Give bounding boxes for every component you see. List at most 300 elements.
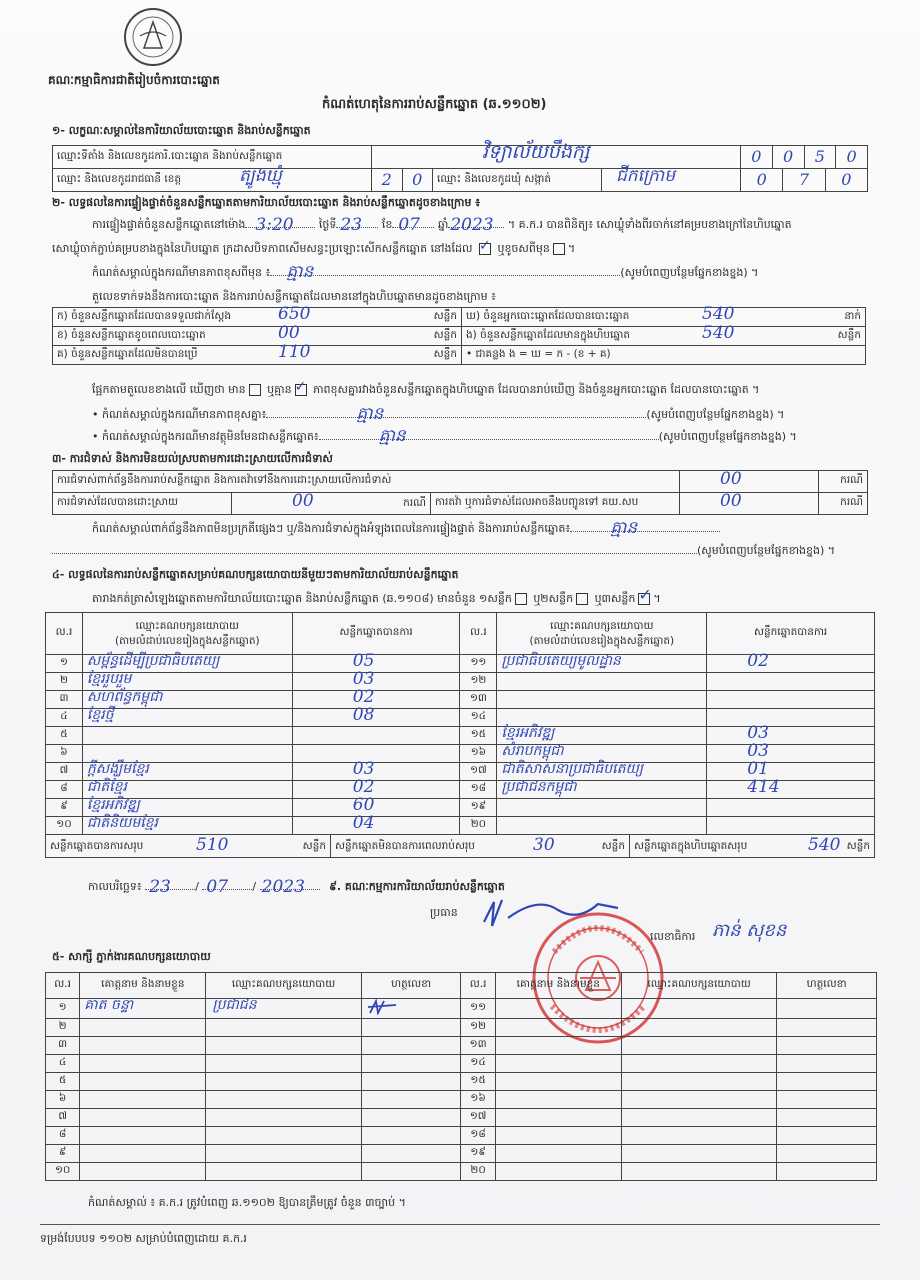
valid-total-label: សន្លឹកឆ្នោតបានការសរុប — [50, 840, 144, 852]
date-year-field — [260, 877, 320, 897]
party-no: ៦ — [46, 745, 83, 763]
witness-name-cell — [495, 1163, 621, 1181]
appeal-value-cell — [680, 493, 819, 515]
party-votes-cell — [707, 651, 875, 673]
commune-code-cell — [741, 169, 868, 192]
party-name: ជាតិសាសនាប្រជាធិបតេយ្យ — [501, 761, 644, 777]
witness-name-cell — [80, 1109, 206, 1127]
note1-field — [270, 262, 620, 282]
commune-code-digit: 0 — [756, 170, 767, 189]
two-sheets-label: ឬ២សន្លឹក — [533, 592, 574, 605]
objection-value: 00 — [720, 469, 742, 489]
witness-name-cell — [80, 1073, 206, 1091]
location-label: ឈ្មោះទីតាំង និងលេខកូដការិ.បោះឆ្នោត និងរាប់សន្លឹកឆ្នោត — [53, 146, 372, 169]
objection-note-field — [570, 518, 720, 538]
organization-name: គណៈកម្មាធិការជាតិរៀបចំការបោះឆ្នោត — [48, 73, 220, 87]
witness-no: ១៨ — [461, 1127, 495, 1145]
figure-row — [53, 346, 866, 365]
witness-party-cell — [621, 1073, 776, 1091]
witness-sign-cell — [361, 1037, 461, 1055]
province-cell — [53, 166, 372, 192]
witness-sign-cell — [777, 1055, 877, 1073]
location-value-cell — [372, 141, 741, 169]
witness-name-cell — [80, 1145, 206, 1163]
party-votes-cell — [292, 687, 460, 709]
witness-sign-cell — [777, 1037, 877, 1055]
note2-suffix: (សូមបំពេញបន្ថែមផ្នែកខាងខ្នង) ។ — [646, 408, 785, 421]
table-row — [46, 1145, 877, 1163]
seal-text: សោឃ្លុំចាក់ភ្ជាប់គម្របខាងក្នុងនៃហិបឆ្នោត ក្រដាសបិទភាពសើមសន្ធះប្រឡោះសើកសន្លឹកឆ្នោត នៅងដែល — [52, 242, 473, 255]
totals-row — [46, 835, 875, 858]
party-name: ខ្មែរអភិវឌ្ឍ — [86, 797, 140, 813]
party-name: សម្ព័ន្ធដើម្បីប្រជាធិបតេយ្យ — [86, 653, 220, 669]
day-label: ថ្ងៃទី — [318, 218, 337, 231]
party-no: ១៦ — [460, 745, 497, 763]
party-votes: 03 — [352, 759, 375, 779]
invalid-total-unit: សន្លឹក — [601, 840, 625, 852]
objection-note-line2 — [52, 544, 835, 560]
tally-intro-end: ។ — [653, 592, 661, 605]
note3-label: • កំណត់សម្គាល់ក្នុងករណីមានវត្ថុមិនមែនជាសន្លឹកឆ្នោត៖ — [92, 430, 319, 443]
box-total-label: សន្លឹកឆ្នោតក្នុងហិបឆ្នោតសរុប — [634, 840, 748, 852]
witness-party-cell — [621, 1037, 776, 1055]
witness-party-cell — [621, 1145, 776, 1163]
party-votes: 02 — [747, 651, 769, 671]
witness-name-cell — [80, 1091, 206, 1109]
none-label: ឬគ្មាន — [267, 383, 292, 396]
witness-no: ៤ — [46, 1055, 80, 1073]
chair-label: ប្រធាន — [430, 906, 458, 919]
witness-party-cell — [206, 1091, 361, 1109]
objection-label: ការជំទាស់ពាក់ព័ន្ធនឹងការរាប់សន្លឹកឆ្នោត និងការតវ៉ាទៅនឹងការដោះស្រាយលើការជំទាស់ — [53, 471, 680, 493]
objection-note-value: គ្មាន — [610, 518, 638, 538]
witness-sign-cell — [777, 1145, 877, 1163]
valid-total-unit: សន្លឹក — [302, 840, 326, 852]
witness-party-cell — [621, 1127, 776, 1145]
table-row — [46, 1055, 877, 1073]
table-row — [46, 781, 875, 799]
witness-col-sign: ហត្ថលេខា — [361, 973, 461, 999]
verification-text: ។ គ.ក.រ បានពិនិត្យ៖ សោឃ្លុំទាំងពីរចាក់នៅគម្របខាងក្រៅនៃហិបឆ្នោត — [507, 218, 792, 231]
party-votes-cell — [707, 691, 875, 709]
document-title: កំណត់ហេតុនៃការរាប់សន្លឹកឆ្នោត (ឆ.១១០២) — [322, 97, 547, 112]
intact-checkbox[interactable]: ✓ — [478, 238, 491, 254]
party-votes-cell — [292, 651, 460, 673]
section-1-title: ១- លក្ខណៈសម្គាល់នៃការិយាល័យបោះឆ្នោត និងរាប់សន្លឹកឆ្នោត — [52, 124, 311, 137]
month-label: ខែ — [381, 218, 393, 231]
witness-sign-cell — [361, 1109, 461, 1127]
party-votes-cell — [707, 709, 875, 727]
party-no: ៩ — [46, 799, 83, 817]
note2-label: • កំណត់សម្គាល់ក្នុងករណីមានភាពខុសគ្នា៖ — [92, 408, 267, 421]
date-label: កាលបរិច្ឆេទ៖ — [88, 880, 142, 893]
witness-sign-cell — [361, 1055, 461, 1073]
party-votes-cell — [292, 813, 460, 835]
damaged-checkbox[interactable] — [553, 243, 565, 255]
figure-right-unit: នាក់ — [844, 310, 861, 322]
party-no: ១០ — [46, 817, 83, 835]
col-votes-header: សន្លឹកឆ្នោតបានការ — [292, 613, 460, 655]
party-votes: 08 — [352, 705, 375, 725]
verification-line — [92, 215, 792, 235]
witness-name-cell — [80, 999, 206, 1019]
witness-party-cell — [206, 1163, 361, 1181]
party-no: ២០ — [460, 817, 497, 835]
witness-sign-cell — [361, 1145, 461, 1163]
party-name-cell — [82, 817, 292, 835]
party-votes-cell — [292, 669, 460, 691]
witness-no: ១៣ — [461, 1037, 495, 1055]
party-no: ១៨ — [460, 781, 497, 799]
figure-left-cell — [53, 323, 462, 346]
party-votes-cell — [707, 723, 875, 745]
location-code-digit: 0 — [772, 146, 804, 168]
note2-field — [266, 404, 646, 424]
witness-name-cell — [80, 1127, 206, 1145]
commission-label: ៩. គណៈកម្មការការិយាល័យរាប់សន្លឹកឆ្នោត — [329, 880, 505, 893]
party-votes: 414 — [747, 777, 780, 797]
witness-name-cell — [495, 1019, 621, 1037]
secretary-name: ភាន់ សុខន — [712, 920, 787, 941]
party-no: ៣ — [46, 691, 83, 709]
party-votes-cell — [292, 745, 460, 763]
figure-left-unit: សន្លឹក — [433, 329, 457, 341]
note1-line — [92, 262, 759, 282]
figure-right-cell — [462, 304, 866, 327]
table-row — [46, 999, 877, 1019]
witness-party-cell — [621, 1163, 776, 1181]
witness-party-cell — [206, 1037, 361, 1055]
note3-value: គ្មាន — [378, 426, 406, 446]
date-line: កាលបរិច្ឆេទ៖ 23 / 07 / 2023 ៩. គណៈកម្មការការិយាល័យរាប់សន្លឹកឆ្នោត — [88, 877, 505, 897]
day-field — [336, 215, 378, 235]
figure-row — [53, 308, 866, 327]
figures-intro: តួលេខទាក់ទងនឹងការបោះឆ្នោត និងការរាប់សន្លឹកឆ្នោតដែលមាននៅក្នុងហិបឆ្នោតមានដូចខាងក្រោម ៖ — [92, 290, 496, 303]
party-name-cell — [82, 691, 292, 709]
witness-col-party: ឈ្មោះគណបក្សនយោបាយ — [206, 973, 361, 999]
witness-party-cell — [621, 1109, 776, 1127]
figure-row — [53, 327, 866, 346]
date-month-field — [202, 877, 252, 897]
witness-sign-cell — [777, 1073, 877, 1091]
figure-left-value: 650 — [278, 304, 311, 324]
objection-note-line — [92, 518, 720, 538]
figure-left-label: ក) ចំនួនសន្លឹកឆ្នោតដែលបានទទួលជាក់ស្តែង — [57, 309, 232, 322]
party-results-table — [45, 612, 875, 858]
objection-note-suffix: (សូមបំពេញបន្ថែមផ្នែកខាងខ្នង) ។ — [697, 544, 836, 557]
witness-no: ៩ — [46, 1145, 80, 1163]
party-name: ប្រជាជនកម្ពុជា — [501, 779, 577, 795]
table-row — [46, 1019, 877, 1037]
witness-name-cell — [495, 1055, 621, 1073]
witness-name-cell — [495, 1145, 621, 1163]
witness-no: ៨ — [46, 1127, 80, 1145]
table-row — [46, 1073, 877, 1091]
party-name-cell — [497, 655, 707, 673]
figures-table — [52, 304, 866, 365]
witness-no: ៣ — [46, 1037, 80, 1055]
witness-party-cell — [206, 1019, 361, 1037]
seal-line — [52, 238, 576, 258]
witness-col-name-2: គោត្តនាម និងនាមខ្លួន — [495, 973, 621, 999]
figure-right-unit: សន្លឹក — [837, 329, 861, 341]
party-votes: 02 — [352, 777, 375, 797]
party-votes-cell — [292, 759, 460, 781]
party-name-cell — [82, 727, 292, 745]
col-party-header-right — [497, 613, 707, 655]
province-label: ឈ្មោះ និងលេខកូដរាជធានី ខេត្ត — [57, 172, 182, 185]
resolved-unit: ករណី — [403, 497, 426, 509]
witness-sign-cell — [777, 1163, 877, 1181]
figure-right-cell — [462, 323, 866, 346]
year-label: ឆ្នាំ — [437, 218, 449, 231]
party-no: ១២ — [460, 673, 497, 691]
year-field — [448, 215, 504, 235]
witness-name-cell — [80, 1163, 206, 1181]
table-row — [46, 1109, 877, 1127]
one-sheet-checkbox[interactable] — [515, 593, 527, 605]
party-votes: 01 — [747, 759, 769, 779]
box-total-value: 540 — [808, 835, 841, 855]
invalid-total-label: សន្លឹកឆ្នោតមិនបានការពេលរាប់សរុប — [335, 840, 475, 852]
party-name-cell — [497, 817, 707, 835]
footer-divider — [40, 1224, 880, 1225]
note1-value: គ្មាន — [286, 262, 314, 282]
footer-note: កំណត់សម្គាល់ ៖ គ.ក.រ ត្រូវបំពេញ ឆ.១១០២ ឱ្យបានត្រឹមត្រូវ ចំនួន ៣ច្បាប់ ។ — [88, 1196, 406, 1209]
national-emblem-icon — [122, 6, 184, 68]
section-1-table — [52, 141, 868, 192]
three-sheets-checkbox[interactable]: ✓ — [638, 585, 652, 604]
witness-no: ១២ — [461, 1019, 495, 1037]
figure-left-cell — [53, 342, 462, 365]
col-votes-header-right: សន្លឹកឆ្នោតបានការ — [707, 613, 875, 655]
party-votes-cell — [707, 817, 875, 835]
col-party-header-2: (តាមលំដាប់លេខរៀងក្នុងសន្លឹកឆ្នោត) — [115, 634, 260, 647]
party-name: សំរាបកម្ពុជា — [501, 743, 564, 759]
witness-name-cell — [80, 1037, 206, 1055]
col-party-header-1: ឈ្មោះគណបក្សនយោបាយ — [135, 619, 240, 632]
figure-right-label: ឃ) ចំនួនអ្នកបោះឆ្នោតដែលបានបោះឆ្នោត — [466, 309, 630, 322]
note1-suffix: (សូមបំពេញបន្ថែមផ្នែកខាងខ្នង) ។ — [620, 266, 759, 279]
witness-col-no: ល.រ — [46, 973, 80, 999]
party-votes-cell — [707, 673, 875, 691]
box-total-unit: សន្លឹក — [846, 840, 870, 852]
province-code-digit: 0 — [402, 169, 433, 191]
valid-total-value: 510 — [196, 835, 229, 855]
objection-unit: ករណី — [819, 471, 868, 493]
tally-intro: តារាងកត់ត្រាសំឡេងឆ្នោតតាមការិយាល័យបោះឆ្នោត និងរាប់សន្លឹកឆ្នោត (ឆ.១១០៨) មានចំនួន ១សន្លឹក — [92, 592, 512, 605]
date-year: 2023 — [261, 877, 305, 897]
appeal-value: 00 — [720, 491, 742, 511]
col-no-header-2: ល.រ — [460, 613, 497, 655]
witness-party-cell — [206, 1145, 361, 1163]
resolved-value-cell — [232, 493, 431, 515]
witnesses-table — [45, 972, 877, 1181]
witness-no: ៥ — [46, 1073, 80, 1091]
figure-right-label: • ជាគន្លង ង = ឃ = ក - (ខ + គ) — [466, 347, 611, 360]
party-votes: 04 — [352, 813, 375, 833]
party-no: ១៤ — [460, 709, 497, 727]
col-party-header — [82, 613, 292, 655]
location-value: វិទ្យាល័យបឹងក្ស — [482, 141, 590, 163]
witness-sign-cell — [361, 1127, 461, 1145]
note3-line — [92, 426, 797, 446]
invalid-total-cell — [331, 835, 630, 857]
has-discrepancy-checkbox[interactable] — [249, 384, 261, 396]
appeal-unit: ករណី — [819, 493, 868, 515]
party-votes: 03 — [747, 741, 769, 761]
commune-value-cell — [602, 166, 741, 192]
figure-left-label: គ) ចំនួនសន្លឹកឆ្នោតដែលមិនបានប្រើ — [57, 347, 198, 360]
invalid-total-value: 30 — [533, 835, 555, 855]
table-row — [46, 1163, 877, 1181]
location-code-digit: 5 — [804, 146, 836, 168]
section-2-title: ២- លទ្ធផលនៃការផ្ទៀងផ្ទាត់ចំនួនសន្លឹកឆ្នោតតាមការិយាល័យបោះឆ្នោត និងរាប់សន្លឹកឆ្នោតដូចខាងក្រោម ៖ — [52, 196, 481, 209]
party-name-cell — [497, 691, 707, 709]
party-no: ១៥ — [460, 727, 497, 745]
col-no-header: ល.រ — [46, 613, 83, 655]
figure-left-cell — [53, 304, 462, 327]
secretary-label: លេខាធិការ — [650, 930, 696, 943]
party-name-cell — [497, 781, 707, 799]
witness-no: ៦ — [46, 1091, 80, 1109]
witness-name-cell — [495, 1109, 621, 1127]
objection-value-cell — [680, 471, 819, 493]
table-row — [46, 1091, 877, 1109]
damaged-label: ឬខូចសពីមុន — [497, 242, 550, 255]
witness-sign-cell — [361, 1019, 461, 1037]
objection-note-label: កំណត់សម្គាល់ពាក់ព័ន្ធនឹងភាពមិនប្រក្រតីផ្សេងៗ ឬ/និងការជំទាស់ក្នុងអំឡុងពេលនៃការផ្ទៀងផ្ទាត់ និងការរាប់សន្លឹកឆ្នោត៖ — [92, 522, 571, 535]
witness-col-sign-2: ហត្ថលេខា — [777, 973, 877, 999]
witness-sign-cell — [777, 1019, 877, 1037]
tally-intro-line — [92, 585, 661, 608]
witness-no: ១៤ — [461, 1055, 495, 1073]
party-no: ២ — [46, 673, 83, 691]
party-name: សហព័ន្ធកម្ពុជា — [86, 689, 163, 705]
objections-table — [52, 470, 868, 515]
province-value: ត្បូងឃ្មុំ — [239, 166, 282, 186]
three-sheets-label: ឬ៣សន្លឹក — [594, 592, 636, 605]
witness-party-cell — [621, 1019, 776, 1037]
party-name: ជាតិខ្មែរ — [86, 779, 127, 795]
resolved-label: ការជំទាស់ដែលបានដោះស្រាយ — [53, 493, 232, 515]
month-field — [392, 215, 434, 235]
appeal-label: ការតវ៉ា ឬការជំទាស់ដែលអាចនឹងបញ្ជូនទៅ គឃ.សប — [431, 493, 680, 515]
party-name-cell — [497, 673, 707, 691]
commune-code-digit: 0 — [825, 169, 867, 191]
party-votes: 03 — [747, 723, 769, 743]
no-discrepancy-checkbox[interactable]: ✓ — [294, 379, 307, 395]
location-code-cell — [741, 146, 868, 169]
party-no: ១៣ — [460, 691, 497, 709]
party-name-cell — [82, 709, 292, 727]
commune-value: ជីកក្រោម — [616, 166, 676, 186]
witness-party-cell — [206, 1127, 361, 1145]
seal-end: ។ — [567, 242, 576, 255]
witness-no: ១០ — [46, 1163, 80, 1181]
party-votes: 02 — [352, 687, 375, 707]
party-no: ៤ — [46, 709, 83, 727]
figure-right-label: ង) ចំនួនសន្លឹកឆ្នោតដែលមានក្នុងហិបឆ្នោត — [466, 328, 631, 341]
witness-name-cell — [80, 1055, 206, 1073]
form-code: ទម្រង់បែបបទ ១១០២ សម្រាប់បំពេញដោយ គ.ក.រ — [40, 1232, 247, 1245]
note1-label: កំណត់សម្គាល់ក្នុងករណីមានភាពខុសពីមុន ៖ — [92, 266, 271, 279]
date-month: 07 — [206, 877, 229, 897]
party-votes: 60 — [352, 795, 375, 815]
party-name: ជាតិនិយមខ្មែរ — [86, 815, 158, 831]
witness-party-cell — [206, 1109, 361, 1127]
witness-col-no-2: ល.រ — [461, 973, 495, 999]
party-name: ខ្មែរអភិវឌ្ឍ — [501, 725, 555, 741]
witness-sign-cell — [361, 999, 461, 1019]
table-row — [46, 1127, 877, 1145]
figure-right-cell — [462, 346, 866, 365]
witness-party: ប្រជាជន — [212, 997, 257, 1013]
witness-no: ៧ — [46, 1109, 80, 1127]
witness-party-cell — [206, 999, 361, 1019]
time-value: 3:20 — [255, 215, 294, 235]
two-sheets-checkbox[interactable] — [576, 593, 588, 605]
has-label: ផ្អែកតាមតួលេខខាងលើ ឃើញថា មាន — [92, 383, 246, 396]
witness-name-cell — [495, 1037, 621, 1055]
party-no: ១ — [46, 655, 83, 673]
party-votes-cell — [292, 705, 460, 727]
party-no: ១៧ — [460, 763, 497, 781]
location-code-digit: 0 — [751, 147, 762, 166]
time-field — [245, 215, 315, 235]
witness-sign-cell — [777, 1091, 877, 1109]
witness-party-cell — [621, 999, 776, 1019]
figure-left-value: 00 — [278, 323, 300, 343]
party-votes: 03 — [352, 669, 375, 689]
witness-no: ១៥ — [461, 1073, 495, 1091]
witness-signature-icon — [366, 999, 406, 1015]
figure-right-value: 540 — [702, 323, 735, 343]
year-value: 2023 — [450, 215, 494, 235]
province-code-cell — [372, 169, 433, 192]
party-votes-cell — [707, 759, 875, 781]
witness-name: គាត ចន្ទា — [84, 997, 134, 1013]
party-no: ៥ — [46, 727, 83, 745]
witness-no: ១១ — [461, 999, 495, 1019]
col-party-header-right-1: ឈ្មោះគណបក្សនយោបាយ — [550, 619, 654, 632]
witness-name-cell — [495, 999, 621, 1019]
witness-name-cell — [495, 1073, 621, 1091]
table-row — [46, 799, 875, 817]
section-5-title: ៥- សាក្សី ភ្នាក់ងារគណបក្សនយោបាយ — [52, 950, 211, 963]
figure-left-unit: សន្លឹក — [433, 310, 457, 322]
witness-col-party-2: ឈ្មោះគណបក្សនយោបាយ — [621, 973, 776, 999]
section-4-title: ៤- លទ្ធផលនៃការរាប់សន្លឹកឆ្នោតសម្រាប់គណបក្សនយោបាយនីមួយៗតាមការិយាល័យរាប់សន្លឹកឆ្នោត — [52, 568, 459, 581]
party-name: ខ្មែររួបរួម — [86, 671, 132, 687]
figure-right-value: 540 — [702, 304, 735, 324]
party-votes-cell — [707, 799, 875, 817]
table-row — [46, 1037, 877, 1055]
party-votes-cell — [707, 777, 875, 799]
witness-sign-cell — [777, 1127, 877, 1145]
witness-no: ១៩ — [461, 1145, 495, 1163]
witness-party-cell — [206, 1073, 361, 1091]
party-name: ខ្មែរថ្មី — [86, 707, 114, 723]
witness-sign-cell — [361, 1073, 461, 1091]
note2-line — [92, 404, 785, 424]
party-votes-cell — [707, 741, 875, 763]
commune-code-digit: 7 — [782, 169, 824, 191]
figure-left-value: 110 — [278, 342, 311, 362]
time-label: ការផ្ទៀងផ្ទាត់ចំនួនសន្លឹកឆ្នោតនៅម៉ោង — [92, 218, 246, 231]
resolved-value: 00 — [292, 491, 314, 511]
witness-party-cell — [621, 1091, 776, 1109]
